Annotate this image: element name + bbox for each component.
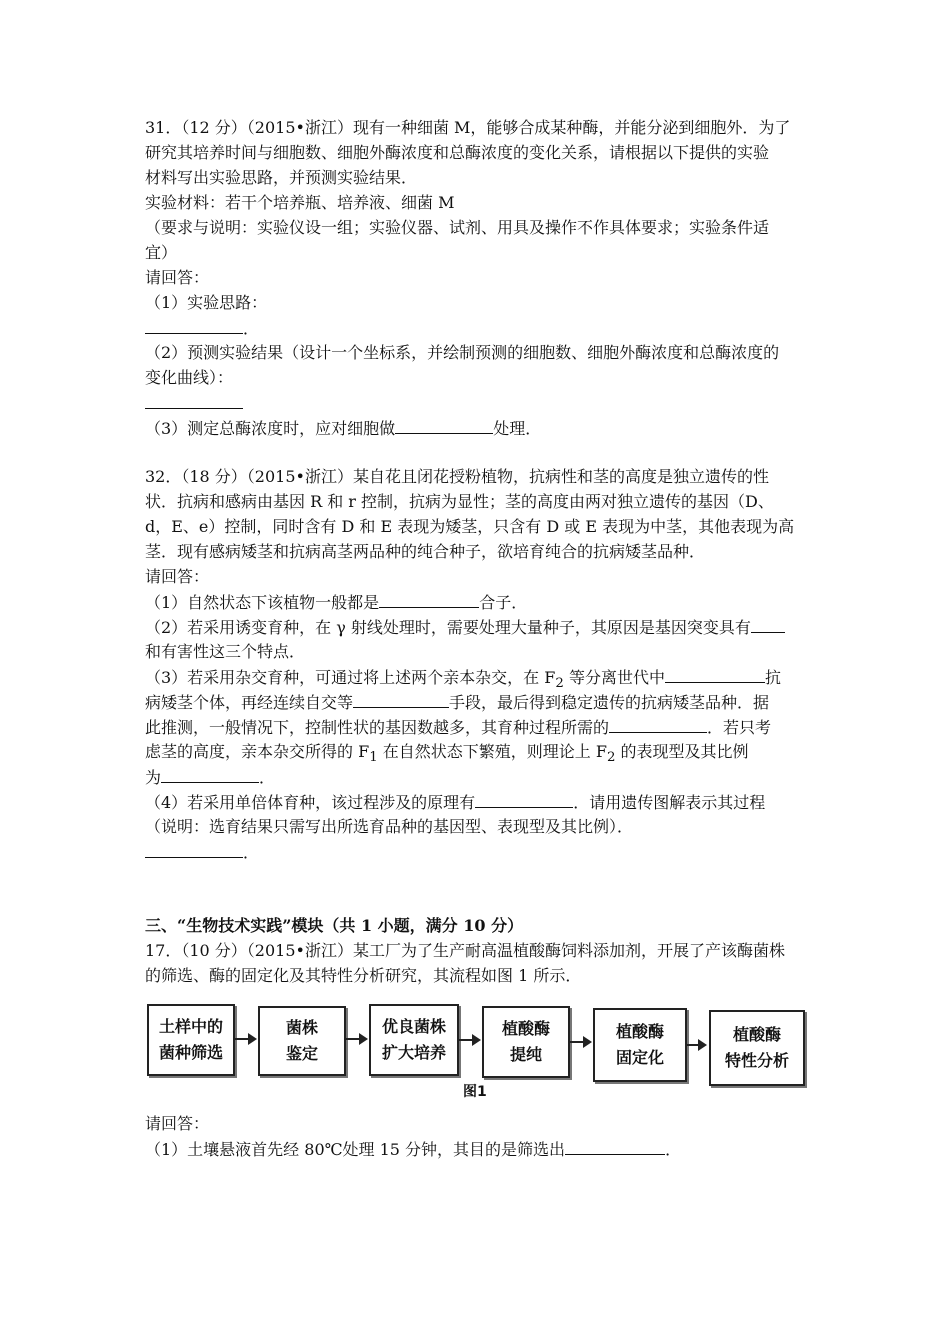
answer-blank[interactable]	[145, 392, 243, 409]
q32-part3: （3）若采用杂交育种，可通过将上述两个亲本杂交，在 $F_2$ 等分离世代中 抗	[145, 668, 781, 692]
q32-line-4: 茎．现有感病矮茎和抗病高茎两品种的纯合种子，欲培育纯合的抗病矮茎品种．	[145, 542, 706, 561]
q31-line-3: 材料写出实验思路，并预测实验结果．	[145, 168, 418, 187]
q32-part3-line-3: 此推测，一般情况下，控制性状的基因数越多，其育种过程所需的 ．若只考	[145, 718, 772, 737]
answer-blank[interactable]	[145, 317, 243, 334]
q32-part4: （4）若采用单倍体育种，该过程涉及的原理有 ．请用遗传图解表示其过程	[145, 793, 766, 812]
flow-diagram	[145, 998, 810, 1088]
q32-part3-line-4: 虑茎的高度，亲本杂交所得的 $F_1$ 在自然状态下繁殖，则理论上 $F_2$ 的表现型及其比例	[145, 742, 749, 766]
q17-part1: （1）土壤悬液首先经 80℃处理 15 分钟，其目的是筛选出 ．	[145, 1140, 682, 1159]
answer-blank[interactable]	[379, 591, 479, 608]
q32-part3-line-2: 病矮茎个体，再经连续自交等 手段，最后得到稳定遗传的抗病矮茎品种．据	[145, 693, 770, 712]
answer-blank[interactable]	[395, 417, 493, 434]
flow-step-5: 植酸酶 固定化	[593, 1008, 687, 1082]
flow-arrow	[687, 1044, 705, 1046]
q31-line-1: 31．（12 分）（2015•浙江）现有一种细菌 M，能够合成某种酶，并能分泌到细胞外．为了	[145, 118, 791, 137]
q32-part2-cont: 和有害性这三个特点．	[145, 642, 306, 661]
section-heading: 三、“生物技术实践”模块（共 1 小题，满分 10 分）	[145, 916, 524, 935]
answer-blank[interactable]	[665, 666, 765, 683]
flow-step-2: 菌株 鉴定	[258, 1006, 346, 1076]
figure-caption: 图1	[463, 1084, 487, 1100]
flow-step-6: 植酸酶 特性分析	[709, 1010, 805, 1086]
q31-part2: （2）预测实验结果（设计一个坐标系，并绘制预测的细胞数、细胞外酶浓度和总酶浓度的	[145, 343, 780, 362]
q31-line-5: （要求与说明：实验仪设一组；实验仪器、试剂、用具及操作不作具体要求；实验条件适	[145, 218, 770, 237]
flow-step-4: 植酸酶 提纯	[482, 1006, 570, 1078]
q31-part1: （1）实验思路：	[145, 293, 268, 312]
q17-line-1: 17．（10 分）（2015•浙江）某工厂为了生产耐高温植酸酶饲料添加剂，开展了产该酶菌株	[145, 941, 785, 960]
q31-part2-cont: 变化曲线）：	[145, 368, 234, 387]
flow-arrow	[570, 1041, 590, 1043]
q31-prompt: 请回答：	[145, 268, 210, 287]
q32-line-3: d，E、e）控制，同时含有 D 和 E 表现为矮茎，只含有 D 或 E 表现为中茎，其他表现为高	[145, 517, 795, 536]
answer-blank[interactable]	[145, 841, 243, 858]
q31-line-4: 实验材料：若干个培养瓶、培养液、细菌 M	[145, 193, 455, 212]
q32-part2: （2）若采用诱变育种，在 γ 射线处理时，需要处理大量种子，其原因是基因突变具有	[145, 616, 785, 639]
flow-arrow	[346, 1038, 366, 1040]
q17-prompt: 请回答：	[145, 1114, 210, 1133]
q31-answer-line-2	[145, 392, 243, 415]
answer-blank[interactable]	[475, 791, 573, 808]
q32-part1: （1）自然状态下该植物一般都是 合子．	[145, 593, 528, 612]
answer-blank[interactable]	[353, 691, 449, 708]
flow-step-1: 土样中的 菌种筛选	[147, 1004, 235, 1076]
answer-blank[interactable]	[609, 716, 707, 733]
q32-line-2: 状．抗病和感病由基因 R 和 r 控制，抗病为显性；茎的高度由两对独立遗传的基因（D、	[145, 492, 774, 511]
answer-blank[interactable]	[161, 766, 259, 783]
flow-step-3: 优良菌株 扩大培养	[369, 1004, 459, 1076]
answer-blank[interactable]	[565, 1138, 665, 1155]
q31-line-6: 宜）	[145, 243, 178, 262]
q31-answer-line-1: ．	[145, 317, 259, 340]
q32-part4-note: （说明：选育结果只需写出所选育品种的基因型、表现型及其比例）．	[145, 817, 634, 836]
q32-answer-line: ．	[145, 841, 259, 864]
q31-line-2: 研究其培养时间与细胞数、细胞外酶浓度和总酶浓度的变化关系，请根据以下提供的实验	[145, 143, 770, 162]
q31-part3: （3）测定总酶浓度时，应对细胞做 处理．	[145, 419, 542, 438]
answer-blank[interactable]	[751, 616, 785, 633]
q32-prompt: 请回答：	[145, 567, 210, 586]
q32-line-1: 32．（18 分）（2015•浙江）某自花且闭花授粉植物，抗病性和茎的高度是独立遗传的性	[145, 467, 769, 486]
q17-line-2: 的筛选、酶的固定化及其特性分析研究，其流程如图 1 所示．	[145, 966, 582, 985]
q32-part3-line-5: 为 ．	[145, 768, 276, 787]
flow-arrow	[459, 1039, 479, 1041]
flow-arrow	[235, 1038, 255, 1040]
